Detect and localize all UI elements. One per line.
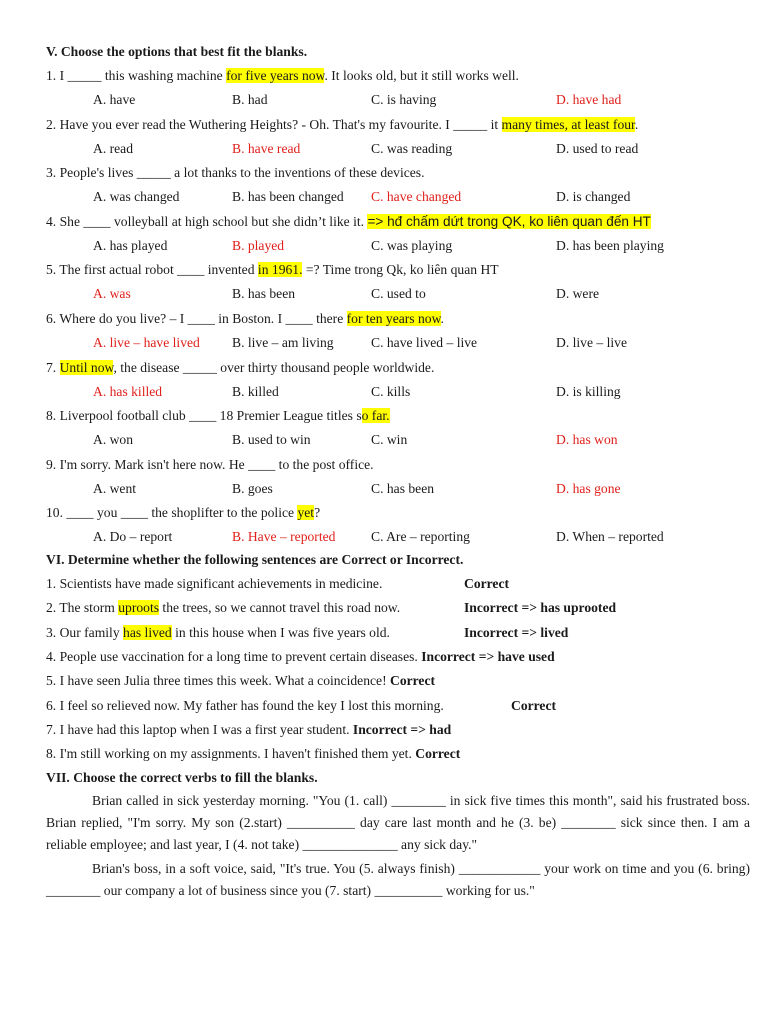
- statement-answer: Correct: [511, 697, 557, 713]
- question-text-segment: =? Time trong Qk, ko liên quan HT: [302, 262, 499, 278]
- cloze-paragraph: [46, 858, 750, 902]
- answer-option: C. kills: [371, 383, 411, 399]
- cloze-paragraph: [46, 790, 750, 856]
- answer-option: B. Have – reported: [232, 529, 336, 545]
- answer-option: B. have read: [232, 140, 301, 156]
- answer-option: B. has been changed: [232, 189, 344, 205]
- question-stem: [46, 117, 638, 133]
- answer-option: C. has been: [371, 480, 435, 496]
- statement: [46, 600, 400, 616]
- question-text-segment: 8. I'm still working on my assignments. I haven't finished them yet.: [46, 746, 416, 762]
- question-text-segment: 5. The first actual robot ____ invented: [46, 262, 258, 278]
- section-7-title: VII. Choose the correct verbs to fill the blanks.: [46, 770, 318, 785]
- answer-option: A. was changed: [93, 189, 180, 205]
- question-stem: [46, 214, 651, 230]
- answer-option: A. live – have lived: [93, 335, 200, 350]
- answer-option: B. played: [232, 237, 285, 253]
- question-text-segment: 3. People's lives _____ a lot thanks to the inventions of these devices.: [46, 165, 425, 181]
- question-text-segment: .: [634, 116, 639, 132]
- statement: [46, 722, 451, 738]
- highlighted-text: for ten years now: [346, 311, 441, 326]
- statement-answer: Incorrect => had: [352, 721, 452, 737]
- question-text-segment: 1. I _____ this washing machine: [46, 68, 227, 83]
- answer-option: A. read: [93, 140, 134, 156]
- question-stem: [46, 408, 390, 424]
- answer-option: D. were: [556, 286, 600, 302]
- question-text-segment: 7. I have had this laptop when I was a first year student.: [46, 721, 353, 737]
- question-text-segment: ?: [314, 505, 321, 521]
- question-text-segment: the trees, so we cannot travel this road now.: [159, 600, 401, 616]
- answer-option: D. When – reported: [556, 529, 664, 545]
- question-stem: [46, 360, 434, 376]
- answer-option: C. win: [371, 432, 408, 448]
- highlighted-text: o far.: [361, 408, 390, 424]
- question-stem: [46, 165, 424, 181]
- statement: [46, 746, 460, 762]
- answer-option: C. is having: [371, 92, 437, 107]
- answer-option: A. went: [93, 480, 137, 496]
- answer-option: C. Are – reporting: [371, 529, 470, 545]
- answer-option: A. have: [93, 92, 136, 107]
- answer-option: C. have lived – live: [371, 335, 478, 350]
- answer-option: A. won: [93, 432, 134, 448]
- highlighted-text: yet: [297, 505, 315, 521]
- answer-option: D. live – live: [556, 335, 627, 350]
- statement-answer: Correct: [415, 746, 461, 762]
- answer-option: D. have had: [556, 92, 622, 107]
- answer-option: B. live – am living: [232, 335, 334, 350]
- section-5-title: V. Choose the options that best fit the blanks.: [46, 44, 308, 59]
- highlighted-text: many times, at least four: [501, 116, 635, 132]
- answer-option: A. has played: [93, 237, 168, 253]
- question-text-segment: . It looks old, but it still works well.: [324, 68, 519, 83]
- answer-option: D. is changed: [556, 189, 631, 205]
- question-text-segment: 6. I feel so relieved now. My father has found the key I lost this morning.: [46, 697, 444, 713]
- question-text-segment: 4. She ____ volleyball at high school but she didn’t like it.: [46, 213, 368, 229]
- statement: [46, 649, 555, 665]
- highlighted-text: for five years now: [226, 68, 325, 83]
- question-text-segment: 8. Liverpool football club ____ 18 Premier League titles s: [46, 408, 362, 424]
- highlighted-text: Until now: [59, 359, 114, 375]
- question-stem: [46, 505, 320, 521]
- paragraph-text: Brian's boss, in a soft voice, said, "It's true. You (5. always finish) ____________ your work on time and you (6. bring) ________ our company a lot of business since you (7. start) __________ working for us.": [46, 861, 750, 898]
- answer-option: D. used to read: [556, 140, 639, 156]
- question-text-segment: 5. I have seen Julia three times this week. What a coincidence!: [46, 673, 390, 689]
- answer-option: D. has been playing: [556, 237, 664, 253]
- answer-option: B. has been: [232, 286, 296, 302]
- statement: [46, 625, 390, 641]
- answer-option: C. used to: [371, 286, 426, 302]
- question-text-segment: , the disease _____ over thirty thousand people worldwide.: [113, 359, 435, 375]
- answer-option: A. Do – report: [93, 529, 173, 545]
- question-stem: [46, 311, 444, 327]
- statement-answer: Incorrect => lived: [464, 624, 569, 640]
- answer-option: C. was playing: [371, 237, 453, 253]
- question-text-segment: .: [440, 311, 444, 326]
- statement-answer: Incorrect => has uprooted: [464, 600, 617, 616]
- question-text-segment: 10. ____ you ____ the shoplifter to the police: [46, 505, 298, 521]
- answer-option: A. was: [93, 286, 131, 302]
- highlighted-text: uproots: [118, 600, 160, 616]
- statement: [46, 673, 435, 689]
- highlighted-text: in 1961.: [257, 262, 303, 278]
- paragraph-text: Brian called in sick yesterday morning. "You (1. call) ________ in sick five times this month", said his frustrated boss. Brian replied, "I'm sorry. My son (2.start) __________ day care last month and he (3. be) ________ sick since then. I am a reliable employee; and last year, I (4. not take) ______________ any sick day.": [46, 793, 750, 852]
- question-text-segment: 6. Where do you live? – I ____ in Boston. I ____ there: [46, 311, 347, 326]
- statement: [46, 698, 444, 714]
- answer-option: D. is killing: [556, 383, 621, 399]
- statement-answer: Correct: [390, 673, 436, 689]
- question-text-segment: 4. People use vaccination for a long time to prevent certain diseases.: [46, 648, 422, 664]
- question-text-segment: 2. The storm: [46, 600, 119, 616]
- answer-option: B. used to win: [232, 432, 311, 448]
- question-text-segment: 3. Our family: [46, 624, 124, 640]
- question-text-segment: 7.: [46, 359, 60, 375]
- question-text-segment: in this house when I was five years old.: [171, 624, 390, 640]
- highlighted-text: has lived: [123, 624, 172, 640]
- answer-option: C. was reading: [371, 140, 453, 156]
- answer-option: D. has gone: [556, 480, 621, 496]
- answer-option: D. has won: [556, 432, 618, 448]
- answer-option: A. has killed: [93, 383, 163, 399]
- statement-answer: Incorrect => have used: [421, 648, 555, 664]
- question-text-segment: 9. I'm sorry. Mark isn't here now. He ____ to the post office.: [46, 456, 374, 472]
- question-stem: [46, 262, 499, 278]
- answer-option: B. had: [232, 92, 268, 107]
- statement-answer: Correct: [464, 576, 510, 591]
- question-stem: [46, 68, 519, 84]
- question-text-segment: 2. Have you ever read the Wuthering Heights? - Oh. That's my favourite. I _____ it: [46, 116, 502, 132]
- section-6-title: VI. Determine whether the following sentences are Correct or Incorrect.: [46, 552, 464, 567]
- question-stem: [46, 457, 374, 473]
- answer-option: C. have changed: [371, 189, 462, 205]
- answer-option: B. goes: [232, 480, 273, 496]
- statement: [46, 576, 382, 592]
- question-text-segment: 1. Scientists have made significant achievements in medicine.: [46, 576, 383, 591]
- answer-option: B. killed: [232, 383, 279, 399]
- highlighted-text: => hđ chấm dứt trong QK, ko liên quan đến HT: [367, 213, 651, 229]
